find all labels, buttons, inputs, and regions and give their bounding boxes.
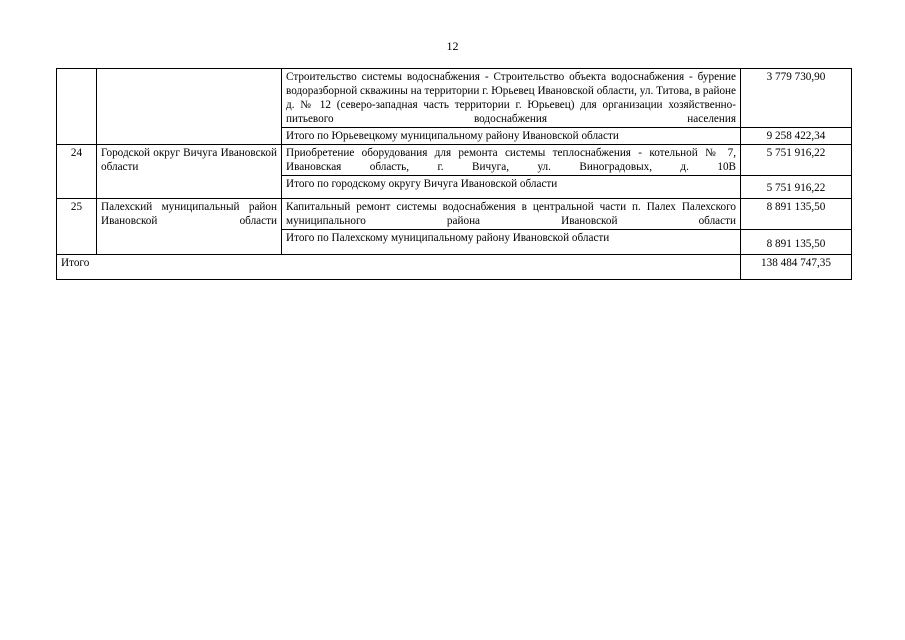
subtotal-amount: 5 751 916,22 [741, 176, 852, 199]
grand-total-label: Итого [57, 255, 741, 280]
project-description: Приобретение оборудования для ремонта системы теплоснабжения - котельной № 7, Ивановская область, г. Вичуга, ул. Виноградовых, д. 10В [282, 145, 741, 176]
grand-total-amount: 138 484 747,35 [741, 255, 852, 280]
project-description: Капитальный ремонт системы водоснабжения в центральной части п. Палех Палехского муниципального района Ивановской области [282, 199, 741, 230]
subtotal-label: Итого по городскому округу Вичуга Ивановской области [282, 176, 741, 199]
municipality-cell: Городской округ Вичуга Ивановской области [97, 145, 282, 199]
amount-cell: 8 891 135,50 [741, 199, 852, 230]
table-row-yurievets-project [57, 69, 852, 128]
subtotal-amount: 9 258 422,34 [741, 128, 852, 145]
subtotal-amount: 8 891 135,50 [741, 230, 852, 255]
amount-cell: 5 751 916,22 [741, 145, 852, 176]
municipality-cell: Палехский муниципальный район Ивановской области [97, 199, 282, 255]
row-number-cell: 24 [57, 145, 97, 199]
page-number: 12 [446, 39, 459, 53]
subtotal-label: Итого по Палехскому муниципальному району Ивановской области [282, 230, 741, 255]
funding-table [56, 68, 852, 280]
municipality-cell [97, 69, 282, 145]
project-description: Строительство системы водоснабжения - Строительство объекта водоснабжения - бурение водоразборной скважины на территории г. Юрьевец Ивановской области, ул. Титова, в районе д. № 12 (северо-западная часть территории г. Юрьевец) для организации хозяйственно-питьевого водоснабжения населения [282, 69, 741, 128]
amount-cell: 3 779 730,90 [741, 69, 852, 128]
row-number-cell: 25 [57, 199, 97, 255]
table-row-vichuga-project [57, 145, 852, 176]
table-row-palekh-project [57, 199, 852, 230]
row-number-cell [57, 69, 97, 145]
subtotal-label: Итого по Юрьевецкому муниципальному району Ивановской области [282, 128, 741, 145]
table-row-grand-total [57, 255, 852, 280]
